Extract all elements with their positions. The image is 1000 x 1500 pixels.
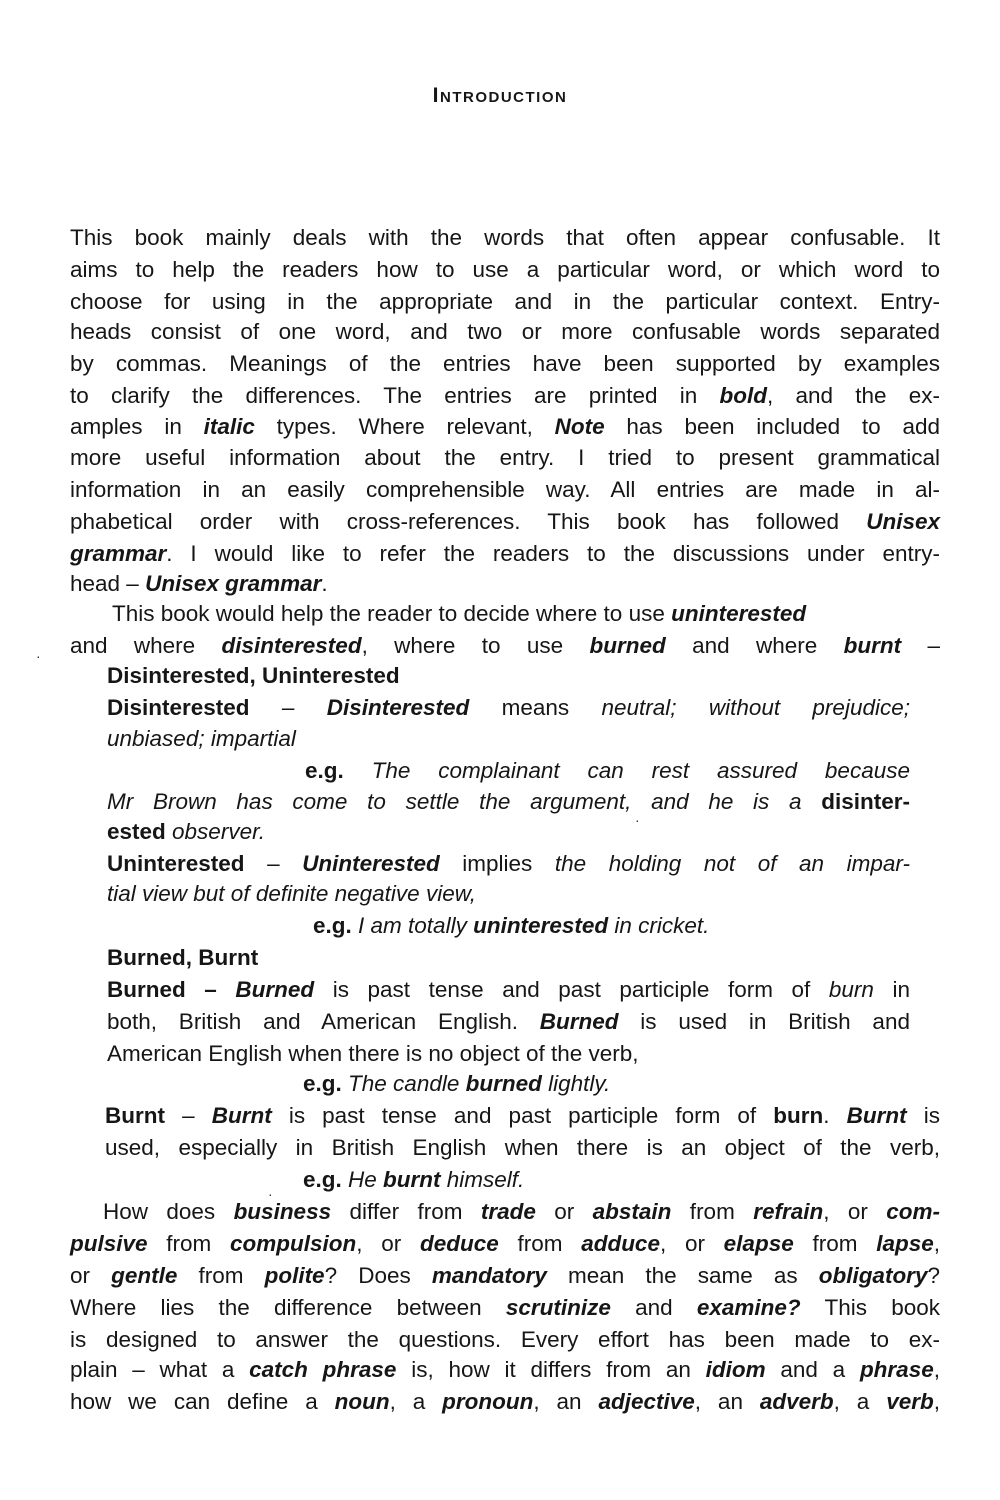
text-run: adjective	[598, 1389, 695, 1414]
text-line	[70, 1228, 940, 1259]
text-line	[70, 442, 940, 473]
text-line	[70, 348, 940, 379]
text-line	[107, 974, 910, 1005]
text-run: disinter-	[821, 789, 910, 814]
text-run: , an	[694, 1389, 760, 1414]
text-run: Burnt	[846, 1103, 907, 1128]
text-run: tial view but of definite negative view,	[107, 881, 476, 906]
text-run: differ from	[331, 1199, 481, 1224]
text-run: to clarify the differences. The entries are printed in	[70, 383, 720, 408]
text-run: mean the same as	[546, 1263, 819, 1288]
text-run: and where	[665, 633, 844, 658]
text-run: means	[469, 695, 602, 720]
text-line	[70, 1354, 940, 1385]
text-line	[70, 411, 940, 442]
text-run: or	[535, 1199, 593, 1224]
text-line	[107, 878, 910, 909]
text-run: scrutinize	[505, 1295, 611, 1320]
text-run: , and the ex-	[766, 383, 940, 408]
text-run: catch phrase	[249, 1357, 397, 1382]
text-run: both, British and American English.	[107, 1009, 540, 1034]
text-run: from	[671, 1199, 754, 1224]
text-run: e.g.	[303, 1071, 342, 1096]
text-run: disinterested	[221, 633, 362, 658]
text-line	[303, 1164, 910, 1195]
text-line	[70, 1386, 940, 1417]
text-run: neutral; without prejudice;	[601, 695, 910, 720]
text-run: ,	[933, 1357, 940, 1382]
text-run: –	[901, 633, 941, 658]
text-run: noun	[334, 1389, 390, 1414]
text-line	[70, 254, 940, 285]
text-run: –	[249, 695, 327, 720]
text-run: Mr Brown has come to settle the argument, and he is a	[107, 789, 822, 814]
text-run: from	[498, 1231, 582, 1256]
text-run: , a	[389, 1389, 443, 1414]
text-line	[70, 222, 940, 253]
text-run: is past tense and past participle form of	[314, 977, 829, 1002]
text-run: is, how it differs from an	[396, 1357, 706, 1382]
text-run: Unisex grammar	[145, 571, 322, 596]
text-run: This book	[800, 1295, 940, 1320]
text-run: .	[321, 571, 328, 596]
text-line	[105, 1100, 940, 1131]
text-run: in	[873, 977, 910, 1002]
text-run: I am totally	[358, 913, 474, 938]
text-run: types. Where relevant,	[254, 414, 555, 439]
text-run: Burnt	[105, 1103, 165, 1128]
text-run: burned	[589, 633, 666, 658]
text-run: , or	[823, 1199, 887, 1224]
text-run: burnt	[843, 633, 902, 658]
text-run: unbiased; impartial	[107, 726, 296, 751]
text-run	[344, 758, 372, 783]
text-line	[107, 660, 910, 691]
text-run: has been included to add	[604, 414, 940, 439]
text-line	[107, 723, 910, 754]
text-run: head –	[70, 571, 146, 596]
text-run: and a	[765, 1357, 860, 1382]
text-run: burn	[773, 1103, 824, 1128]
text-run: from	[793, 1231, 877, 1256]
text-run: phrase	[859, 1357, 934, 1382]
text-run: is past tense and past participle form of	[271, 1103, 774, 1128]
text-run: gentle	[111, 1263, 178, 1288]
text-run: The candle	[348, 1071, 466, 1096]
text-run: e.g.	[303, 1167, 342, 1192]
text-run: Uninterested	[107, 851, 245, 876]
text-run: uninterested	[671, 601, 807, 626]
text-run: e.g.	[305, 758, 344, 783]
text-run: ,	[933, 1231, 940, 1256]
text-run: mandatory	[431, 1263, 547, 1288]
text-run: and	[610, 1295, 697, 1320]
text-run: , or	[659, 1231, 724, 1256]
text-line	[70, 506, 940, 537]
text-line	[313, 910, 910, 941]
text-run: refrain	[753, 1199, 824, 1224]
text-line	[107, 1038, 910, 1069]
text-run: –	[165, 1103, 212, 1128]
text-run: aims to help the readers how to use a particular word, or which word to	[70, 257, 940, 282]
text-run: Disinterested, Uninterested	[107, 663, 400, 688]
text-run: The complainant can rest assured because	[371, 758, 910, 783]
text-run: more useful information about the entry. I tried to present grammatical	[70, 445, 940, 470]
text-run: grammar	[70, 541, 167, 566]
text-line	[107, 786, 910, 817]
text-run: polite	[264, 1263, 325, 1288]
text-line	[107, 848, 910, 879]
text-run: deduce	[419, 1231, 499, 1256]
text-run: Burnt	[211, 1103, 272, 1128]
text-run: or	[70, 1263, 112, 1288]
text-line	[107, 816, 910, 847]
text-run: pulsive	[70, 1231, 148, 1256]
text-line	[70, 380, 940, 411]
text-run: burnt	[383, 1167, 441, 1192]
text-run: This book would help the reader to decide where to use	[112, 601, 672, 626]
text-run: in cricket.	[608, 913, 710, 938]
text-run: adduce	[581, 1231, 660, 1256]
text-run: the holding not of an impar-	[554, 851, 910, 876]
text-run: elapse	[723, 1231, 794, 1256]
text-run: abstain	[592, 1199, 672, 1224]
text-run: plain – what a	[70, 1357, 250, 1382]
text-run: Burned	[235, 977, 315, 1002]
text-run	[217, 977, 236, 1002]
text-run: Note	[554, 414, 605, 439]
text-run: How does	[103, 1199, 234, 1224]
text-run: , where to use	[361, 633, 590, 658]
text-run: . I would like to refer the readers to the discussions under entry-	[166, 541, 940, 566]
text-run: and where	[70, 633, 222, 658]
text-line	[70, 538, 940, 569]
text-run: Where lies the difference between	[70, 1295, 506, 1320]
text-run: uninterested	[473, 913, 609, 938]
text-run: adverb	[759, 1389, 834, 1414]
text-run: from	[147, 1231, 230, 1256]
text-run: Uninterested	[302, 851, 440, 876]
text-run: ,	[933, 1389, 941, 1414]
text-line	[70, 1260, 940, 1291]
text-run: is designed to answer the questions. Every effort has been made to ex-	[70, 1327, 940, 1352]
stray-mark: ·	[268, 1186, 273, 1202]
text-run: Disinterested	[326, 695, 470, 720]
text-run: This book mainly deals with the words that often appear confusable. It	[70, 225, 940, 250]
text-run: lightly.	[541, 1071, 611, 1096]
text-run: pronoun	[442, 1389, 534, 1414]
text-run: compulsion	[229, 1231, 357, 1256]
text-run: ?	[927, 1263, 940, 1288]
text-line	[70, 1324, 940, 1355]
text-run: ested	[107, 819, 166, 844]
text-run: bold	[719, 383, 767, 408]
stray-mark: ·	[635, 812, 640, 828]
text-run: is	[906, 1103, 940, 1128]
text-run: Unisex	[866, 509, 940, 534]
text-line	[112, 598, 940, 629]
text-run: ? Does	[324, 1263, 432, 1288]
text-run: burn	[828, 977, 874, 1002]
text-run: business	[233, 1199, 332, 1224]
text-run: by commas. Meanings of the entries have been supported by examples	[70, 351, 940, 376]
text-run: how we can define a	[70, 1389, 335, 1414]
text-run: –	[244, 851, 303, 876]
text-run: , an	[533, 1389, 599, 1414]
text-run: choose for using in the appropriate and in the particular context. Entry-	[70, 289, 940, 314]
text-run: verb	[886, 1389, 934, 1414]
text-run: idiom	[705, 1357, 766, 1382]
text-line	[107, 942, 910, 973]
text-run: , a	[833, 1389, 887, 1414]
text-run: American English when there is no object of the verb,	[107, 1041, 639, 1066]
text-run: trade	[480, 1199, 536, 1224]
text-line	[70, 474, 940, 505]
text-line	[70, 286, 940, 317]
text-run: He	[348, 1167, 384, 1192]
text-run: Burned	[539, 1009, 619, 1034]
text-run: observer.	[165, 819, 265, 844]
text-run: burned	[465, 1071, 542, 1096]
text-line	[70, 568, 940, 599]
stray-mark: ·	[36, 648, 41, 664]
text-line	[107, 1006, 910, 1037]
text-run: used, especially in British English when there is an object of the verb,	[105, 1135, 940, 1160]
text-run: examine?	[696, 1295, 801, 1320]
text-line	[107, 692, 910, 723]
text-run: , or	[356, 1231, 420, 1256]
text-run: from	[177, 1263, 265, 1288]
text-run: com-	[886, 1199, 940, 1224]
text-run: himself.	[440, 1167, 525, 1192]
text-line	[70, 1292, 940, 1323]
text-run: Burned –	[107, 977, 217, 1002]
text-run: .	[823, 1103, 847, 1128]
text-run: Disinterested	[107, 695, 250, 720]
page-title: Introduction	[432, 84, 568, 107]
text-run: Burned, Burnt	[107, 945, 259, 970]
text-line	[103, 1196, 940, 1227]
text-run: phabetical order with cross-references. This book has followed	[70, 509, 867, 534]
text-run: implies	[439, 851, 555, 876]
text-run: obligatory	[818, 1263, 928, 1288]
text-run: heads consist of one word, and two or more confusable words separated	[70, 319, 940, 344]
text-run: is used in British and	[618, 1009, 910, 1034]
text-run: amples in	[70, 414, 204, 439]
text-line	[70, 630, 940, 661]
text-line	[305, 755, 910, 786]
text-run: italic	[203, 414, 255, 439]
text-line	[303, 1068, 910, 1099]
text-line	[105, 1132, 940, 1163]
text-line	[70, 316, 940, 347]
text-run: information in an easily comprehensible way. All entries are made in al-	[70, 477, 940, 502]
text-run: lapse	[876, 1231, 934, 1256]
text-run: e.g.	[313, 913, 352, 938]
